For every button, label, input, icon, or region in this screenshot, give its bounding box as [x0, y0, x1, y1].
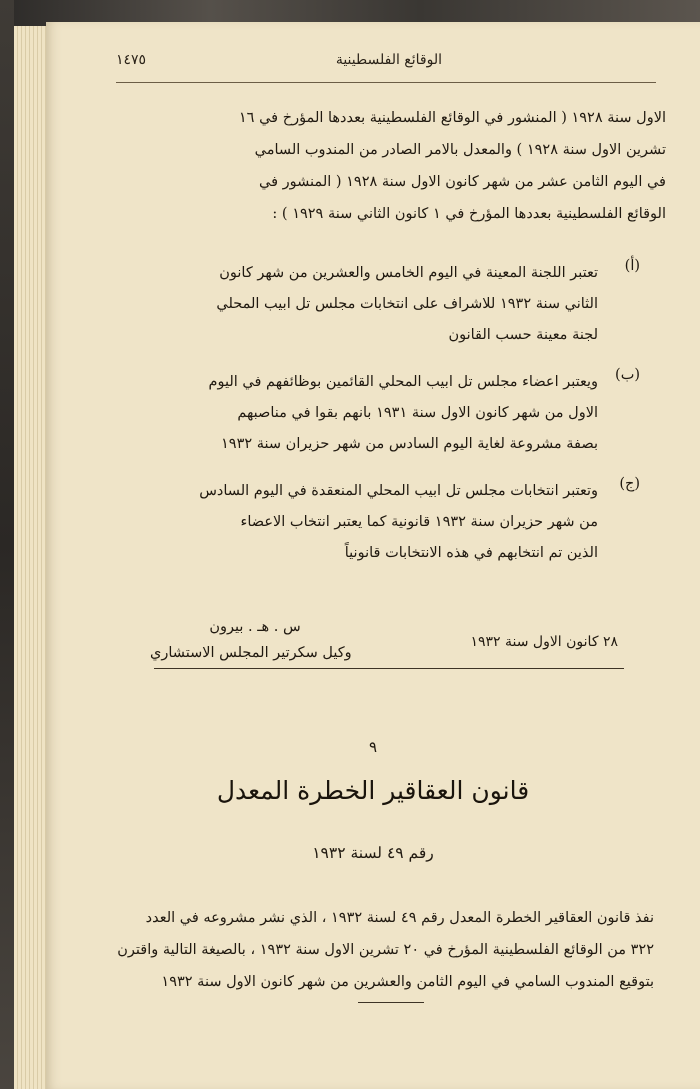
clause-b	[98, 367, 640, 460]
signatory-position: وكيل سكرتير المجلس الاستشاري	[150, 645, 352, 661]
header-rule	[116, 82, 656, 83]
page-header	[116, 52, 652, 76]
law-subtitle: رقم ٤٩ لسنة ١٩٣٢	[312, 844, 434, 862]
document-page	[46, 22, 700, 1089]
signature-date: ٢٨ كانون الاول سنة ١٩٣٢	[470, 634, 618, 650]
text-line: تشرين الاول سنة ١٩٢٨ ) والمعدل بالامر الصادر من المندوب السامي	[254, 142, 666, 158]
clause-a	[98, 258, 640, 351]
law-title: قانون العقاقير الخطرة المعدل	[216, 776, 530, 805]
clause-marker: (ب)	[615, 367, 640, 383]
text-line: الثاني سنة ١٩٣٢ للاشراف على انتخابات مجلس تل ابيب المحلي	[216, 296, 598, 312]
page-number: ١٤٧٥	[116, 52, 147, 68]
law-body-paragraph	[106, 902, 654, 998]
text-line: لجنة معينة حسب القانون	[448, 327, 598, 343]
text-line: الذين تم انتخابهم في هذه الانتخابات قانونياً	[344, 545, 598, 561]
signature-block	[150, 614, 360, 666]
text-line: ويعتبر اعضاء مجلس تل ابيب المحلي القائمين بوظائفهم في اليوم	[208, 374, 598, 390]
intro-paragraph	[106, 102, 666, 230]
text-line: الاول سنة ١٩٢٨ ( المنشور في الوقائع الفلسطينية بعددها المؤرخ في ١٦	[238, 110, 666, 126]
law-number: ٩	[368, 738, 378, 756]
text-line: وتعتبر انتخابات مجلس تل ابيب المحلي المنعقدة في اليوم السادس	[199, 483, 598, 499]
clause-marker: (أ)	[624, 258, 640, 274]
text-line: تعتبر اللجنة المعينة في اليوم الخامس والعشرين من شهر كانون	[219, 265, 598, 281]
section-divider	[154, 668, 624, 669]
clause-marker: (ج)	[619, 476, 640, 492]
clause-c	[98, 476, 640, 569]
text-line: ٣٢٢ من الوقائع الفلسطينية المؤرخ في ٢٠ تشرين الاول سنة ١٩٣٢ ، بالصيغة التالية واقترن	[117, 942, 654, 958]
text-line: الاول من شهر كانون الاول سنة ١٩٣١ بانهم بقوا في مناصبهم	[237, 405, 598, 421]
end-rule	[358, 1002, 424, 1003]
text-line: في اليوم الثامن عشر من شهر كانون الاول سنة ١٩٢٨ ( المنشور في	[259, 174, 666, 190]
text-line: من شهر حزيران سنة ١٩٣٢ قانونية كما يعتبر انتخاب الاعضاء	[240, 514, 598, 530]
signatory-name: س . هـ . بيرون	[209, 619, 301, 635]
text-line: الوقائع الفلسطينية بعددها المؤرخ في ١ كانون الثاني سنة ١٩٢٩ ) :	[272, 206, 666, 222]
page-edges	[14, 26, 50, 1089]
text-line: نفذ قانون العقاقير الخطرة المعدل رقم ٤٩ لسنة ١٩٣٢ ، الذي نشر مشروعه في العدد	[145, 910, 654, 926]
text-line: بتوقيع المندوب السامي في اليوم الثامن والعشرين من شهر كانون الاول سنة ١٩٣٢	[161, 974, 654, 990]
gazette-title: الوقائع الفلسطينية	[335, 52, 442, 68]
text-line: بصفة مشروعة لغاية اليوم السادس من شهر حزيران سنة ١٩٣٢	[221, 436, 598, 452]
book-cover-spine	[0, 0, 14, 1089]
